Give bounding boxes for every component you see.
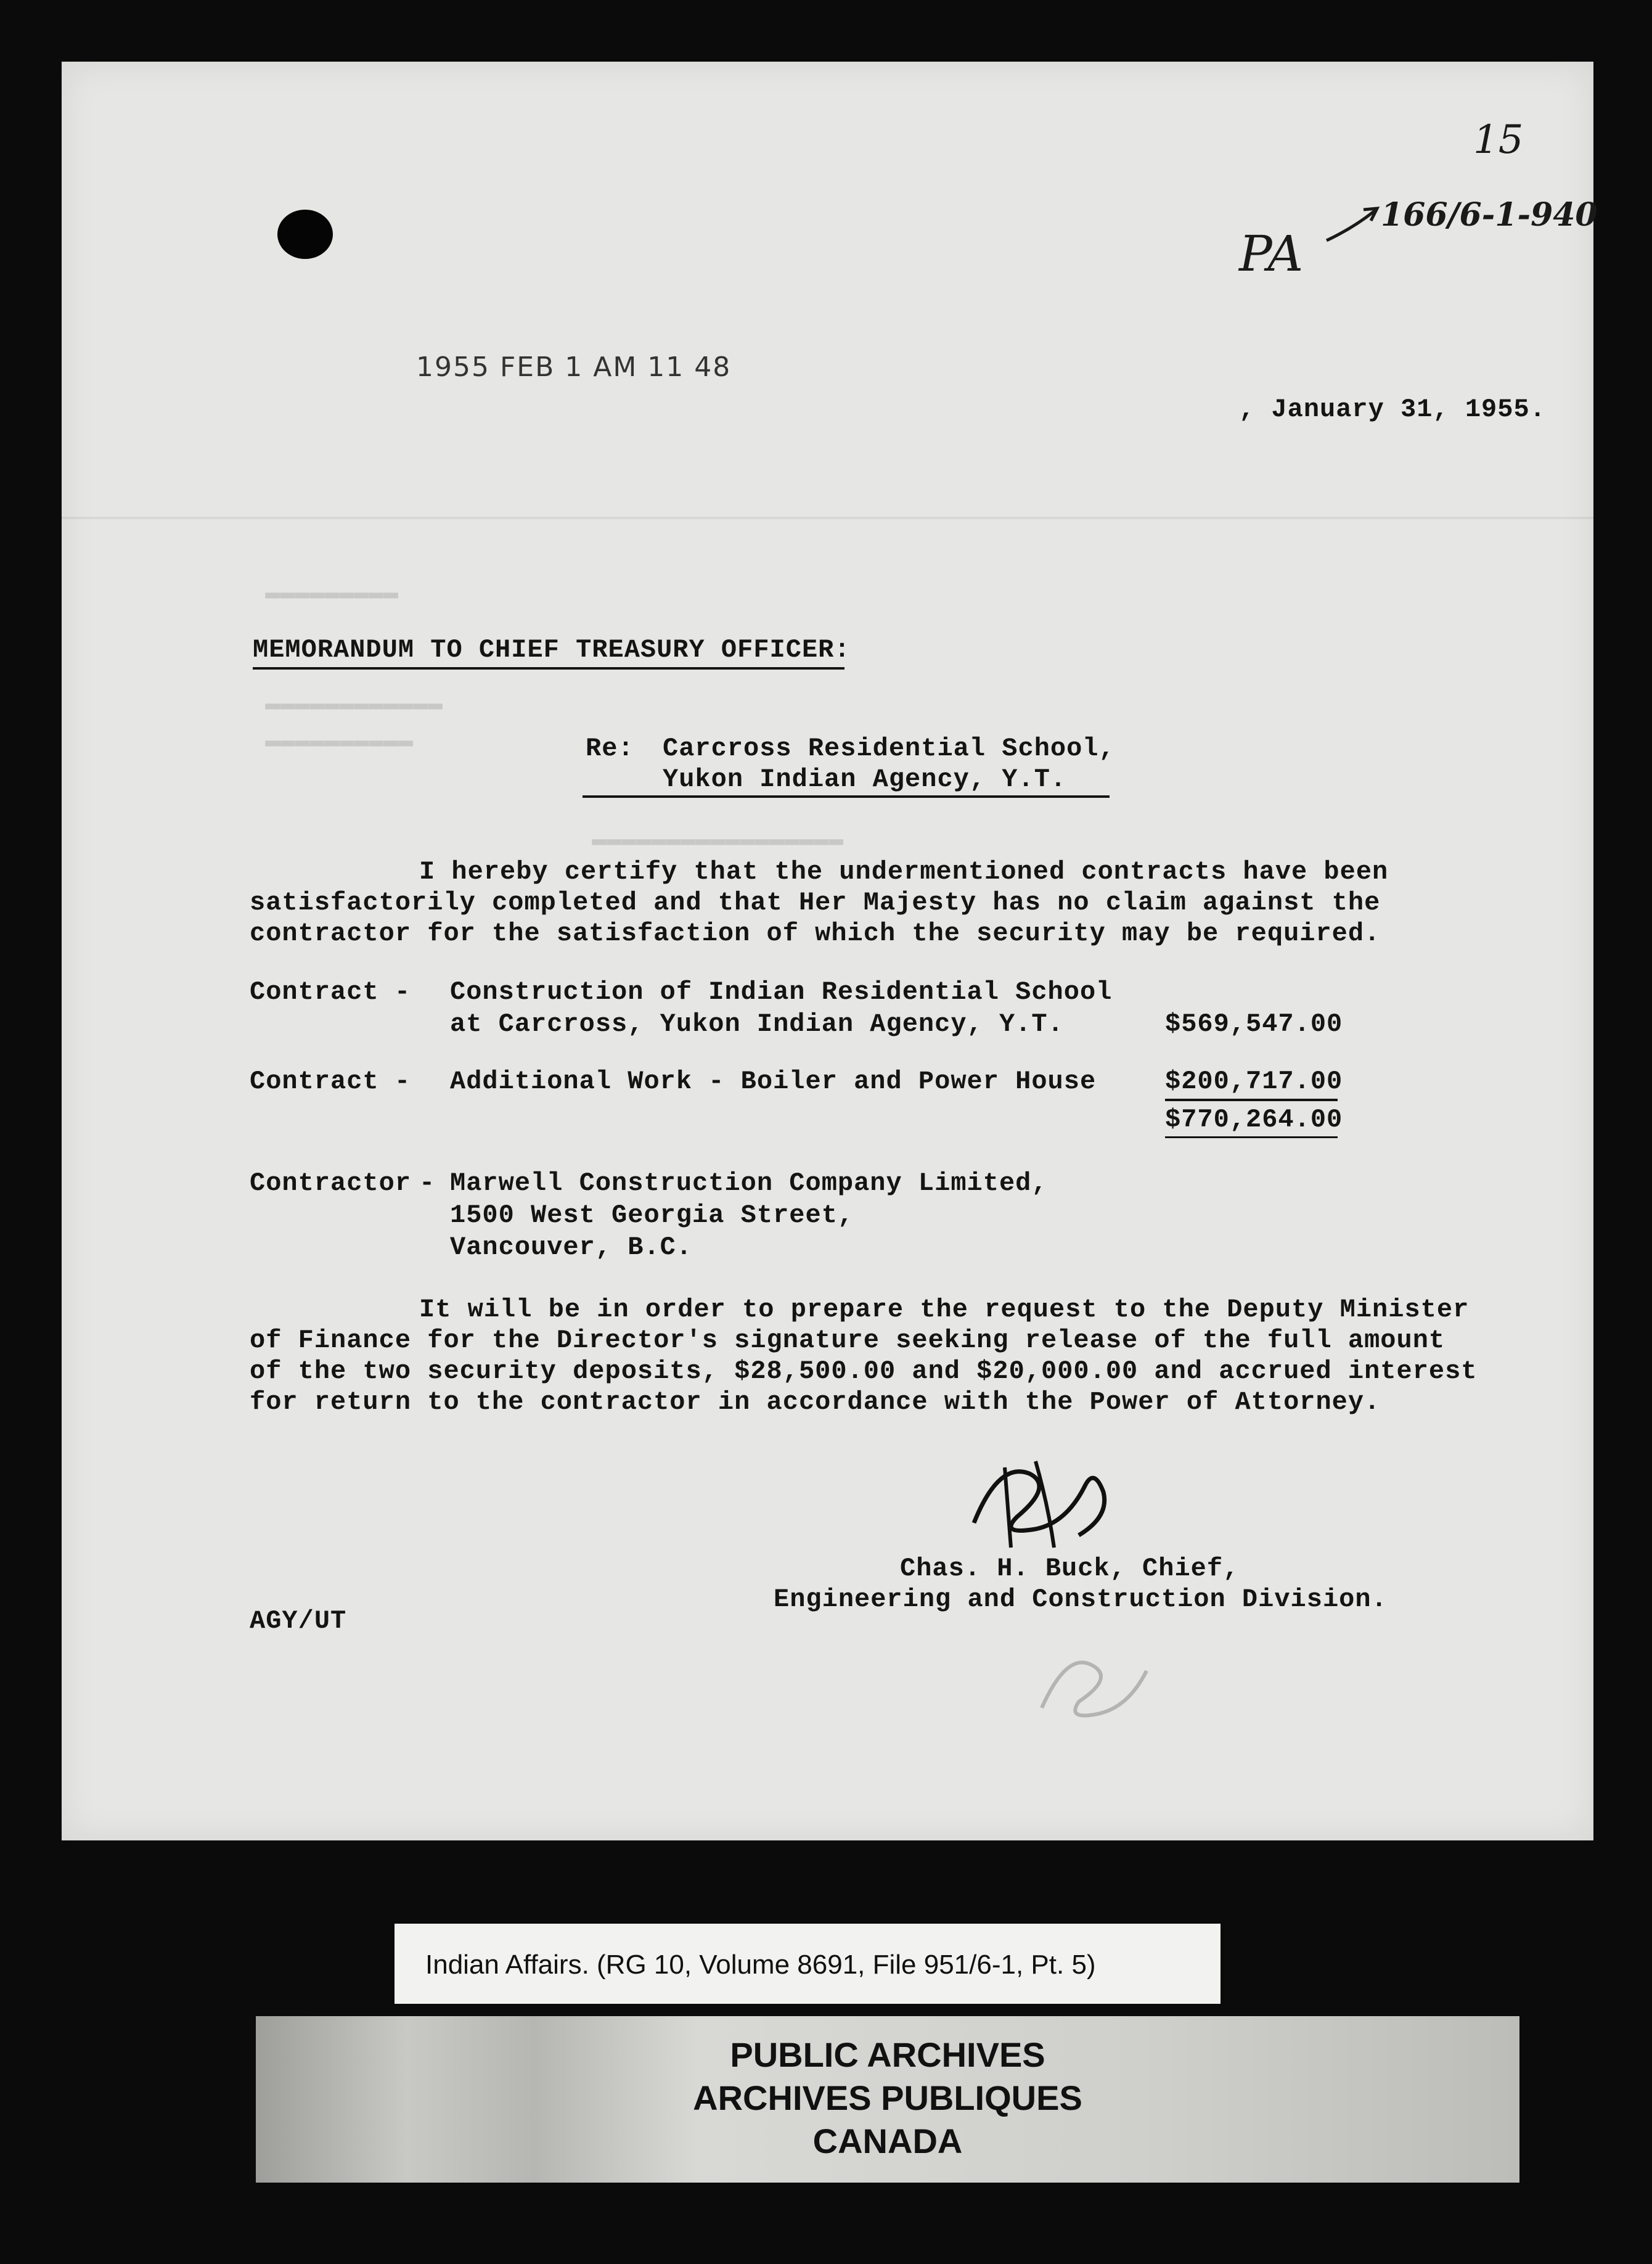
archives-line-1: PUBLIC ARCHIVES [730,2035,1045,2074]
received-date-stamp: 1955 FEB 1 AM 11 48 [416,351,732,383]
contract-1-label: Contract [250,977,379,1007]
contract-2-amount: $200,717.00 [1165,1067,1343,1096]
paragraph-1-line-3: contractor for the satisfaction of which the security may be required. [250,919,1381,948]
paragraph-1-line-1: I hereby certify that the undermentioned contracts have been [419,857,1389,887]
contract-1-description: Construction of Indian Residential School [450,977,1113,1007]
contractor-street: 1500 West Georgia Street, [450,1200,854,1230]
signatory-title: Engineering and Construction Division. [774,1585,1388,1614]
contract-2-description: Additional Work - Boiler and Power House [450,1067,1097,1096]
reference-initials: AGY/UT [250,1606,347,1636]
contract-1-description-2: at Carcross, Yukon Indian Agency, Y.T. [450,1009,1064,1039]
signatory-name: Chas. H. Buck, Chief, [900,1554,1240,1583]
contract-2-label: Contract [250,1067,379,1096]
re-label: Re: [586,734,634,763]
contract-2-dash: - [395,1067,411,1096]
memo-heading: MEMORANDUM TO CHIEF TREASURY OFFICER: [253,635,851,665]
letter-date: , January 31, 1955. [1239,395,1546,424]
archives-banner [256,2016,1519,2183]
handwritten-signature [962,1449,1122,1554]
total-underline [1165,1136,1338,1138]
document-page [62,62,1593,1840]
file-reference: 166/6-1-940 [1381,196,1598,234]
archives-line-3: CANADA [812,2122,963,2160]
heading-underline [253,667,844,670]
re-underline [583,795,1110,798]
page-fold-line [62,517,1593,519]
paragraph-1-line-2: satisfactorily completed and that Her Majesty has no claim against the [250,888,1381,917]
contractor-dash: - [419,1168,436,1198]
bleed-through-2: ▬▬▬▬▬▬▬▬▬▬▬▬ [265,691,443,718]
paragraph-2-line-2: of Finance for the Director's signature seeking release of the full amount [250,1326,1446,1355]
contractor-city: Vancouver, B.C. [450,1232,693,1262]
paragraph-2-line-4: for return to the contractor in accordance with the Power of Attorney. [250,1387,1381,1417]
paragraph-2-line-1: It will be in order to prepare the request to the Deputy Minister [419,1295,1470,1324]
bleed-through-3: ▬▬▬▬▬▬▬▬▬▬ [265,728,414,755]
paragraph-2-line-3: of the two security deposits, $28,500.00 and $20,000.00 and accrued interest [250,1356,1478,1386]
contracts-total: $770,264.00 [1165,1105,1343,1134]
re-line-1: Carcross Residential School, [663,734,1115,763]
citation-label [395,1924,1221,2004]
contract-1-amount: $569,547.00 [1165,1009,1343,1039]
contractor-name: Marwell Construction Company Limited, [450,1168,1048,1198]
bleed-through-1: ▬▬▬▬▬▬▬▬▬ [265,580,399,607]
arrow-icon [1325,203,1381,247]
contractor-label: Contractor [250,1168,412,1198]
faded-signature [1029,1640,1171,1733]
page-number: 15 [1473,117,1524,163]
archives-line-2: ARCHIVES PUBLIQUES [693,2078,1082,2117]
contract-1-dash: - [395,977,411,1007]
punch-hole [277,210,333,259]
citation-text: Indian Affairs. (RG 10, Volume 8691, File 951/6-1, Pt. 5) [425,1950,1096,1980]
bleed-through-4: ▬▬▬▬▬▬▬▬▬▬▬▬▬▬▬▬▬ [592,826,844,854]
file-ref-prefix: PA [1239,225,1304,282]
total-rule [1165,1099,1338,1101]
re-line-2: Yukon Indian Agency, Y.T. [663,765,1067,794]
